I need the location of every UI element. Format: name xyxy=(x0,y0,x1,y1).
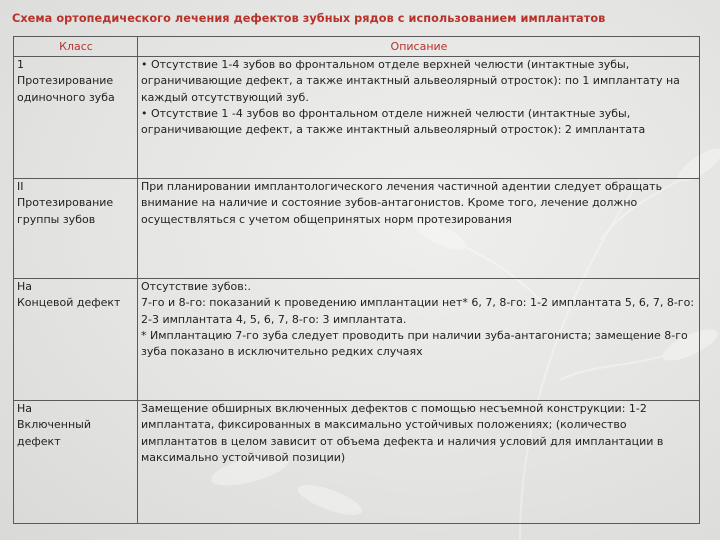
table-row xyxy=(14,401,700,524)
table-container xyxy=(13,36,699,522)
description-text: При планировании имплантологического лечения частичной адентии следует обращать внимание на наличие и состояние зубов-антагонистов. Кроме того, лечение должно осуществляться с учетом общепринятых норм протезирования xyxy=(141,180,663,226)
class-number: На xyxy=(17,402,33,415)
description-text: 7-го и 8-го: показаний к проведению имплантации нет* 6, 7, 8-го: 1-2 имплантата 5, 6, 7, 8-го: 2-3 имплантата 4, 5, 6, 7, 8-го: 3 имплантата. xyxy=(141,296,695,326)
table-header-row xyxy=(14,37,700,57)
class-name: Включенный дефект xyxy=(17,418,91,448)
table-row xyxy=(14,57,700,179)
header-class: Класс xyxy=(14,37,138,57)
table-row xyxy=(14,279,700,401)
treatment-plan-table xyxy=(13,36,700,524)
description-text: Замещение обширных включенных дефектов с помощью несъемной конструкции: 1-2 имплантата, фиксированных в максимально устойчивых положениях; (количество имплантатов в целом зависит от объема дефекта и наличия условий для имплантации в максимально устойчивой позиции) xyxy=(141,402,664,464)
description-cell xyxy=(138,179,700,279)
class-cell xyxy=(14,57,138,179)
class-number: На xyxy=(17,280,33,293)
table-row xyxy=(14,179,700,279)
description-text: Отсутствие зубов:. xyxy=(141,280,251,293)
description-text: • Отсутствие 1 -4 зубов во фронтальном отделе нижней челюсти (интактные зубы, ограничивающие дефект, а также интактный альвеолярный отросток): 2 имплантата xyxy=(141,106,646,137)
header-description: Описание xyxy=(138,37,700,57)
class-cell xyxy=(14,401,138,524)
class-name: Концевой дефект xyxy=(17,296,121,310)
description-cell xyxy=(138,57,700,179)
class-cell xyxy=(14,179,138,279)
class-name: Протезирование одиночного зуба xyxy=(17,74,115,104)
class-number: II xyxy=(17,180,24,193)
description-cell xyxy=(138,279,700,401)
description-cell xyxy=(138,401,700,524)
description-text: • Отсутствие 1-4 зубов во фронтальном отделе верхней челюсти (интактные зубы, ограничивающие дефект, а также интактный альвеолярный отросток): по 1 имплантату на каждый отсутствующий зуб. xyxy=(141,58,680,104)
class-number: 1 xyxy=(17,58,24,71)
class-name: Протезирование группы зубов xyxy=(17,196,114,226)
description-text: * Имплантацию 7-го зуба следует проводить при наличии зуба-антагониста; замещение 8-го зуба показано в исключительно редких случаях xyxy=(141,328,688,359)
slide-title: Схема ортопедического лечения дефектов зубных рядов с использованием имплантатов xyxy=(12,12,606,25)
class-cell xyxy=(14,279,138,401)
